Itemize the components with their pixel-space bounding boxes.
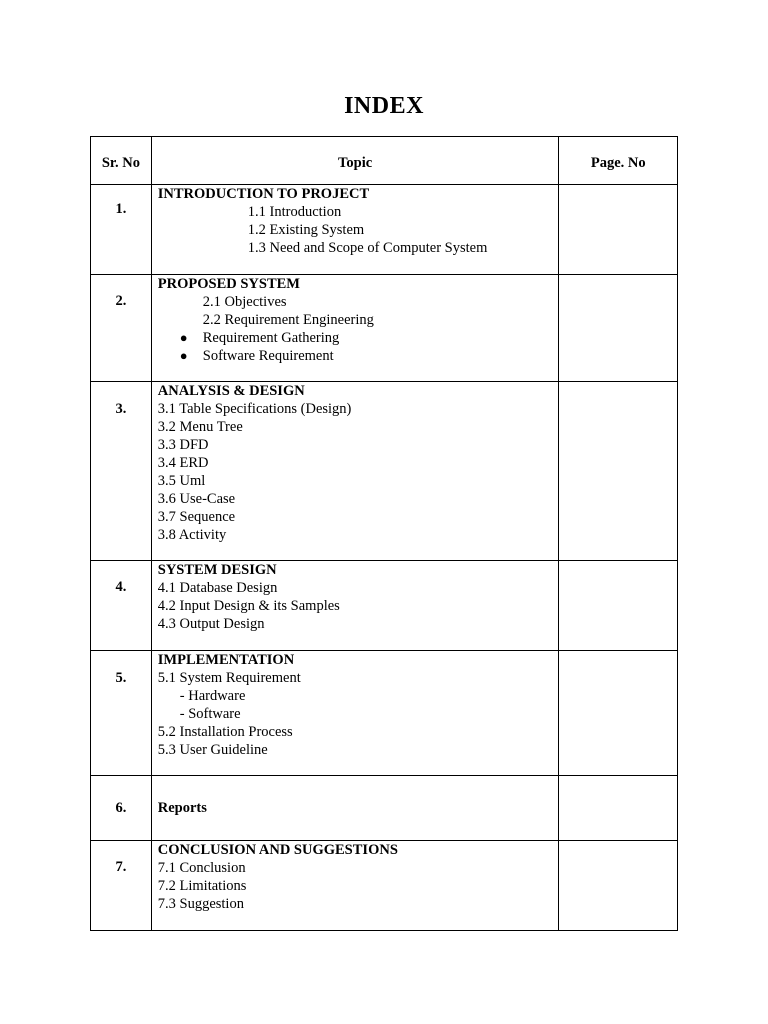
table-header-row bbox=[91, 137, 678, 185]
topic-item: 3.5 Uml bbox=[157, 473, 206, 489]
topic-cell bbox=[151, 561, 559, 651]
topic-cell bbox=[151, 841, 559, 931]
section-heading: INTRODUCTION TO PROJECT bbox=[157, 186, 370, 202]
topic-item: 2.1 Objectives bbox=[202, 294, 287, 310]
topic-item: 3.3 DFD bbox=[157, 437, 209, 453]
sr-no-cell bbox=[91, 275, 152, 382]
topic-item: 2.2 Requirement Engineering bbox=[202, 312, 374, 328]
table-row bbox=[91, 776, 678, 841]
sr-no-cell bbox=[91, 841, 152, 931]
bullet-item bbox=[158, 329, 559, 347]
table-row bbox=[91, 185, 678, 275]
topic-item: 3.7 Sequence bbox=[157, 509, 236, 525]
page-no-cell bbox=[559, 776, 678, 841]
section-heading: Reports bbox=[157, 800, 207, 816]
header-sr-no: Sr. No bbox=[91, 137, 152, 185]
topic-item: 1.1 Introduction bbox=[247, 204, 342, 220]
topic-item: 1.2 Existing System bbox=[247, 222, 365, 238]
topic-cell bbox=[151, 776, 559, 841]
topic-item: 7.3 Suggestion bbox=[157, 896, 244, 912]
page-no-cell bbox=[559, 275, 678, 382]
topic-item: 4.3 Output Design bbox=[157, 616, 265, 632]
page-no-cell bbox=[559, 185, 678, 275]
topic-cell bbox=[151, 382, 559, 561]
table-row bbox=[91, 275, 678, 382]
topic-item: 3.1 Table Specifications (Design) bbox=[157, 401, 352, 417]
topic-cell bbox=[151, 275, 559, 382]
table-row bbox=[91, 382, 678, 561]
bullet-icon: ● bbox=[179, 330, 188, 345]
sr-no-cell bbox=[91, 185, 152, 275]
topic-cell bbox=[151, 185, 559, 275]
sr-no-cell bbox=[91, 776, 152, 841]
table-row bbox=[91, 561, 678, 651]
topic-item: 7.2 Limitations bbox=[157, 878, 247, 894]
index-table bbox=[90, 136, 678, 931]
sr-no-cell bbox=[91, 651, 152, 776]
section-heading: CONCLUSION AND SUGGESTIONS bbox=[157, 842, 398, 858]
topic-item: 3.2 Menu Tree bbox=[157, 419, 243, 435]
topic-cell bbox=[151, 651, 559, 776]
section-heading: IMPLEMENTATION bbox=[157, 652, 295, 668]
sr-no: 3. bbox=[115, 401, 127, 417]
page-no-cell bbox=[559, 561, 678, 651]
topic-item: 3.6 Use-Case bbox=[157, 491, 236, 507]
page-no-cell bbox=[559, 382, 678, 561]
bullet-text: Requirement Gathering bbox=[202, 330, 340, 346]
topic-item: 3.8 Activity bbox=[157, 527, 227, 543]
topic-item: 5.1 System Requirement bbox=[157, 670, 301, 686]
topic-item: - Hardware bbox=[179, 688, 246, 704]
header-topic: Topic bbox=[151, 137, 559, 185]
sr-no: 5. bbox=[115, 670, 127, 686]
topic-item: 4.2 Input Design & its Samples bbox=[157, 598, 340, 614]
topic-item: 1.3 Need and Scope of Computer System bbox=[247, 240, 488, 256]
sr-no: 1. bbox=[115, 201, 127, 217]
page-no-cell bbox=[559, 841, 678, 931]
page-title: INDEX bbox=[344, 93, 424, 119]
topic-item: 5.2 Installation Process bbox=[157, 724, 293, 740]
topic-item: 5.3 User Guideline bbox=[157, 742, 268, 758]
sr-no: 6. bbox=[115, 799, 127, 816]
section-heading: ANALYSIS & DESIGN bbox=[157, 383, 305, 399]
bullet-text: Software Requirement bbox=[202, 348, 334, 364]
table-row bbox=[91, 651, 678, 776]
table-row bbox=[91, 841, 678, 931]
sr-no-cell bbox=[91, 561, 152, 651]
section-heading: PROPOSED SYSTEM bbox=[157, 276, 300, 292]
topic-item: 3.4 ERD bbox=[157, 455, 209, 471]
topic-item: 4.1 Database Design bbox=[157, 580, 278, 596]
header-page-no: Page. No bbox=[559, 137, 678, 185]
topic-item: 7.1 Conclusion bbox=[157, 860, 246, 876]
page-no-cell bbox=[559, 651, 678, 776]
sr-no-cell bbox=[91, 382, 152, 561]
sr-no: 2. bbox=[115, 293, 127, 309]
sr-no: 7. bbox=[115, 859, 127, 875]
topic-item: - Software bbox=[179, 706, 241, 722]
sr-no: 4. bbox=[115, 579, 127, 595]
section-heading: SYSTEM DESIGN bbox=[157, 562, 277, 578]
bullet-item bbox=[158, 347, 559, 365]
bullet-icon: ● bbox=[179, 348, 188, 363]
